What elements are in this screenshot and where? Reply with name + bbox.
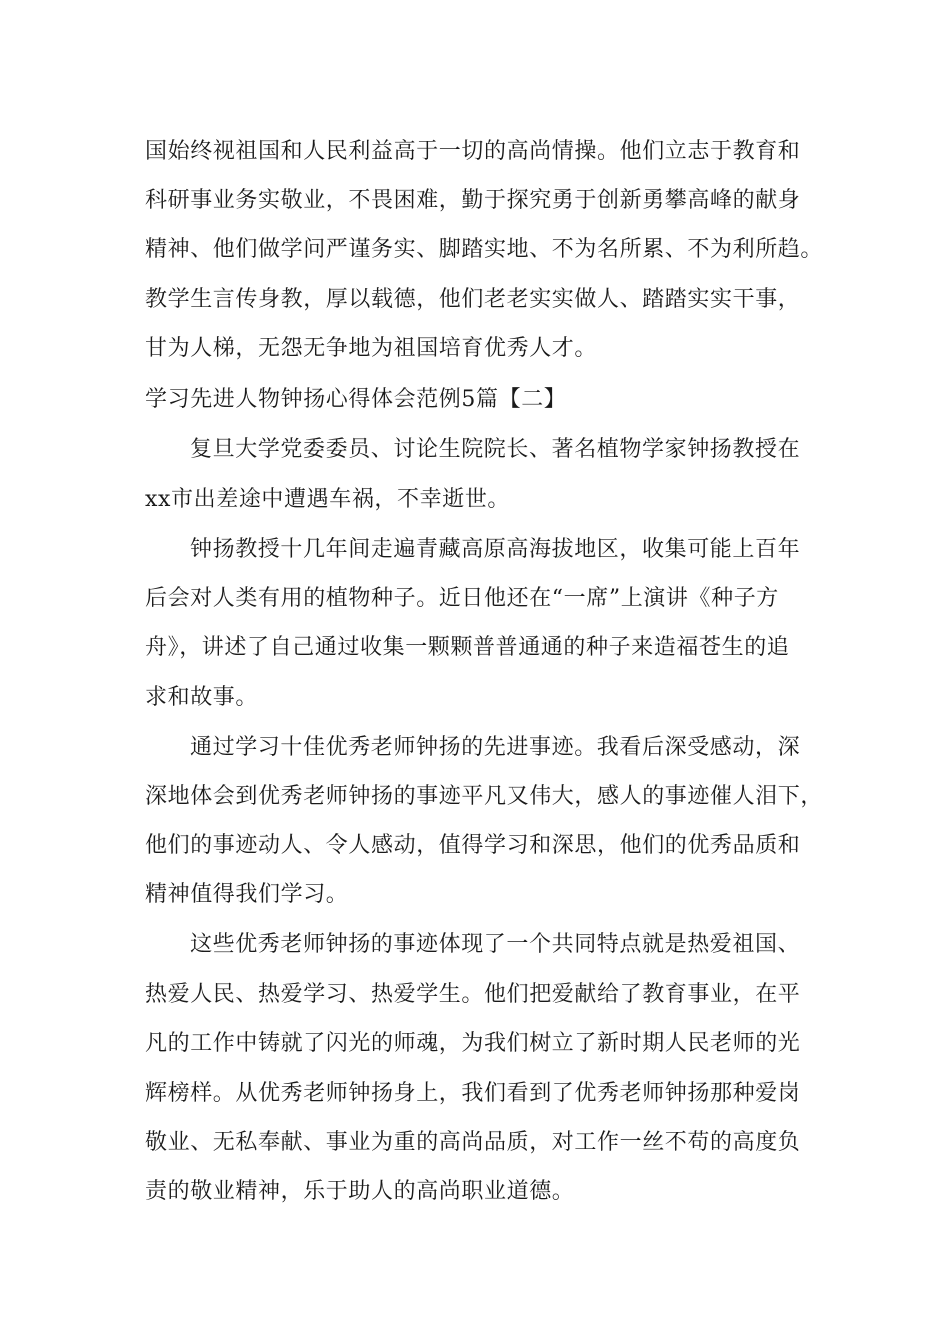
text-line: 甘为人梯，无怨无争地为祖国培育优秀人才。: [145, 336, 598, 361]
text-line: 精神值得我们学习。: [145, 882, 349, 907]
text-line: 科研事业务实敬业，不畏困难，勤于探究勇于创新勇攀高峰的献身: [145, 188, 801, 213]
text-line: 后会对人类有用的植物种子。近日他还在“一席”上演讲《种子方: [145, 586, 779, 611]
text-line: 热爱人民、热爱学习、热爱学生。他们把爱献给了教育事业，在平: [145, 982, 801, 1007]
paragraph-start: 复旦大学党委委员、讨论生院院长、著名植物学家钟扬教授在: [190, 437, 801, 462]
paragraph-start: 这些优秀老师钟扬的事迹体现了一个共同特点就是热爱祖国、: [190, 932, 801, 957]
text-line: xx市出差途中遭遇车祸，不幸逝世。: [145, 487, 511, 512]
text-line: 责的敬业精神，乐于助人的高尚职业道德。: [145, 1179, 575, 1204]
text-line: 国始终视祖国和人民利益高于一切的高尚情操。他们立志于教育和: [145, 139, 801, 164]
text-line: 教学生言传身教，厚以载德，他们老老实实做人、踏踏实实干事，: [145, 287, 801, 312]
section-heading: 学习先进人物钟扬心得体会范例5篇【二】: [145, 387, 567, 412]
text-line: 精神、他们做学问严谨务实、脚踏实地、不为名所累、不为利所趋。: [145, 237, 824, 262]
text-line: 舟》，讲述了自己通过收集一颗颗普普通通的种子来造福苍生的追: [145, 635, 790, 660]
paragraph-start: 通过学习十佳优秀老师钟扬的先进事迹。我看后深受感动，深: [190, 735, 801, 760]
text-line: 敬业、无私奉献、事业为重的高尚品质，对工作一丝不苟的高度负: [145, 1130, 801, 1155]
text-line: 辉榜样。从优秀老师钟扬身上，我们看到了优秀老师钟扬那种爱岗: [145, 1081, 801, 1106]
text-line: 求和故事。: [145, 685, 259, 710]
text-line: 深地体会到优秀老师钟扬的事迹平凡又伟大，感人的事迹催人泪下，: [145, 784, 824, 809]
text-line: 他们的事迹动人、令人感动，值得学习和深思，他们的优秀品质和: [145, 833, 801, 858]
paragraph-start: 钟扬教授十几年间走遍青藏高原高海拔地区，收集可能上百年: [190, 537, 801, 562]
text-line: 凡的工作中铸就了闪光的师魂，为我们树立了新时期人民老师的光: [145, 1031, 801, 1056]
